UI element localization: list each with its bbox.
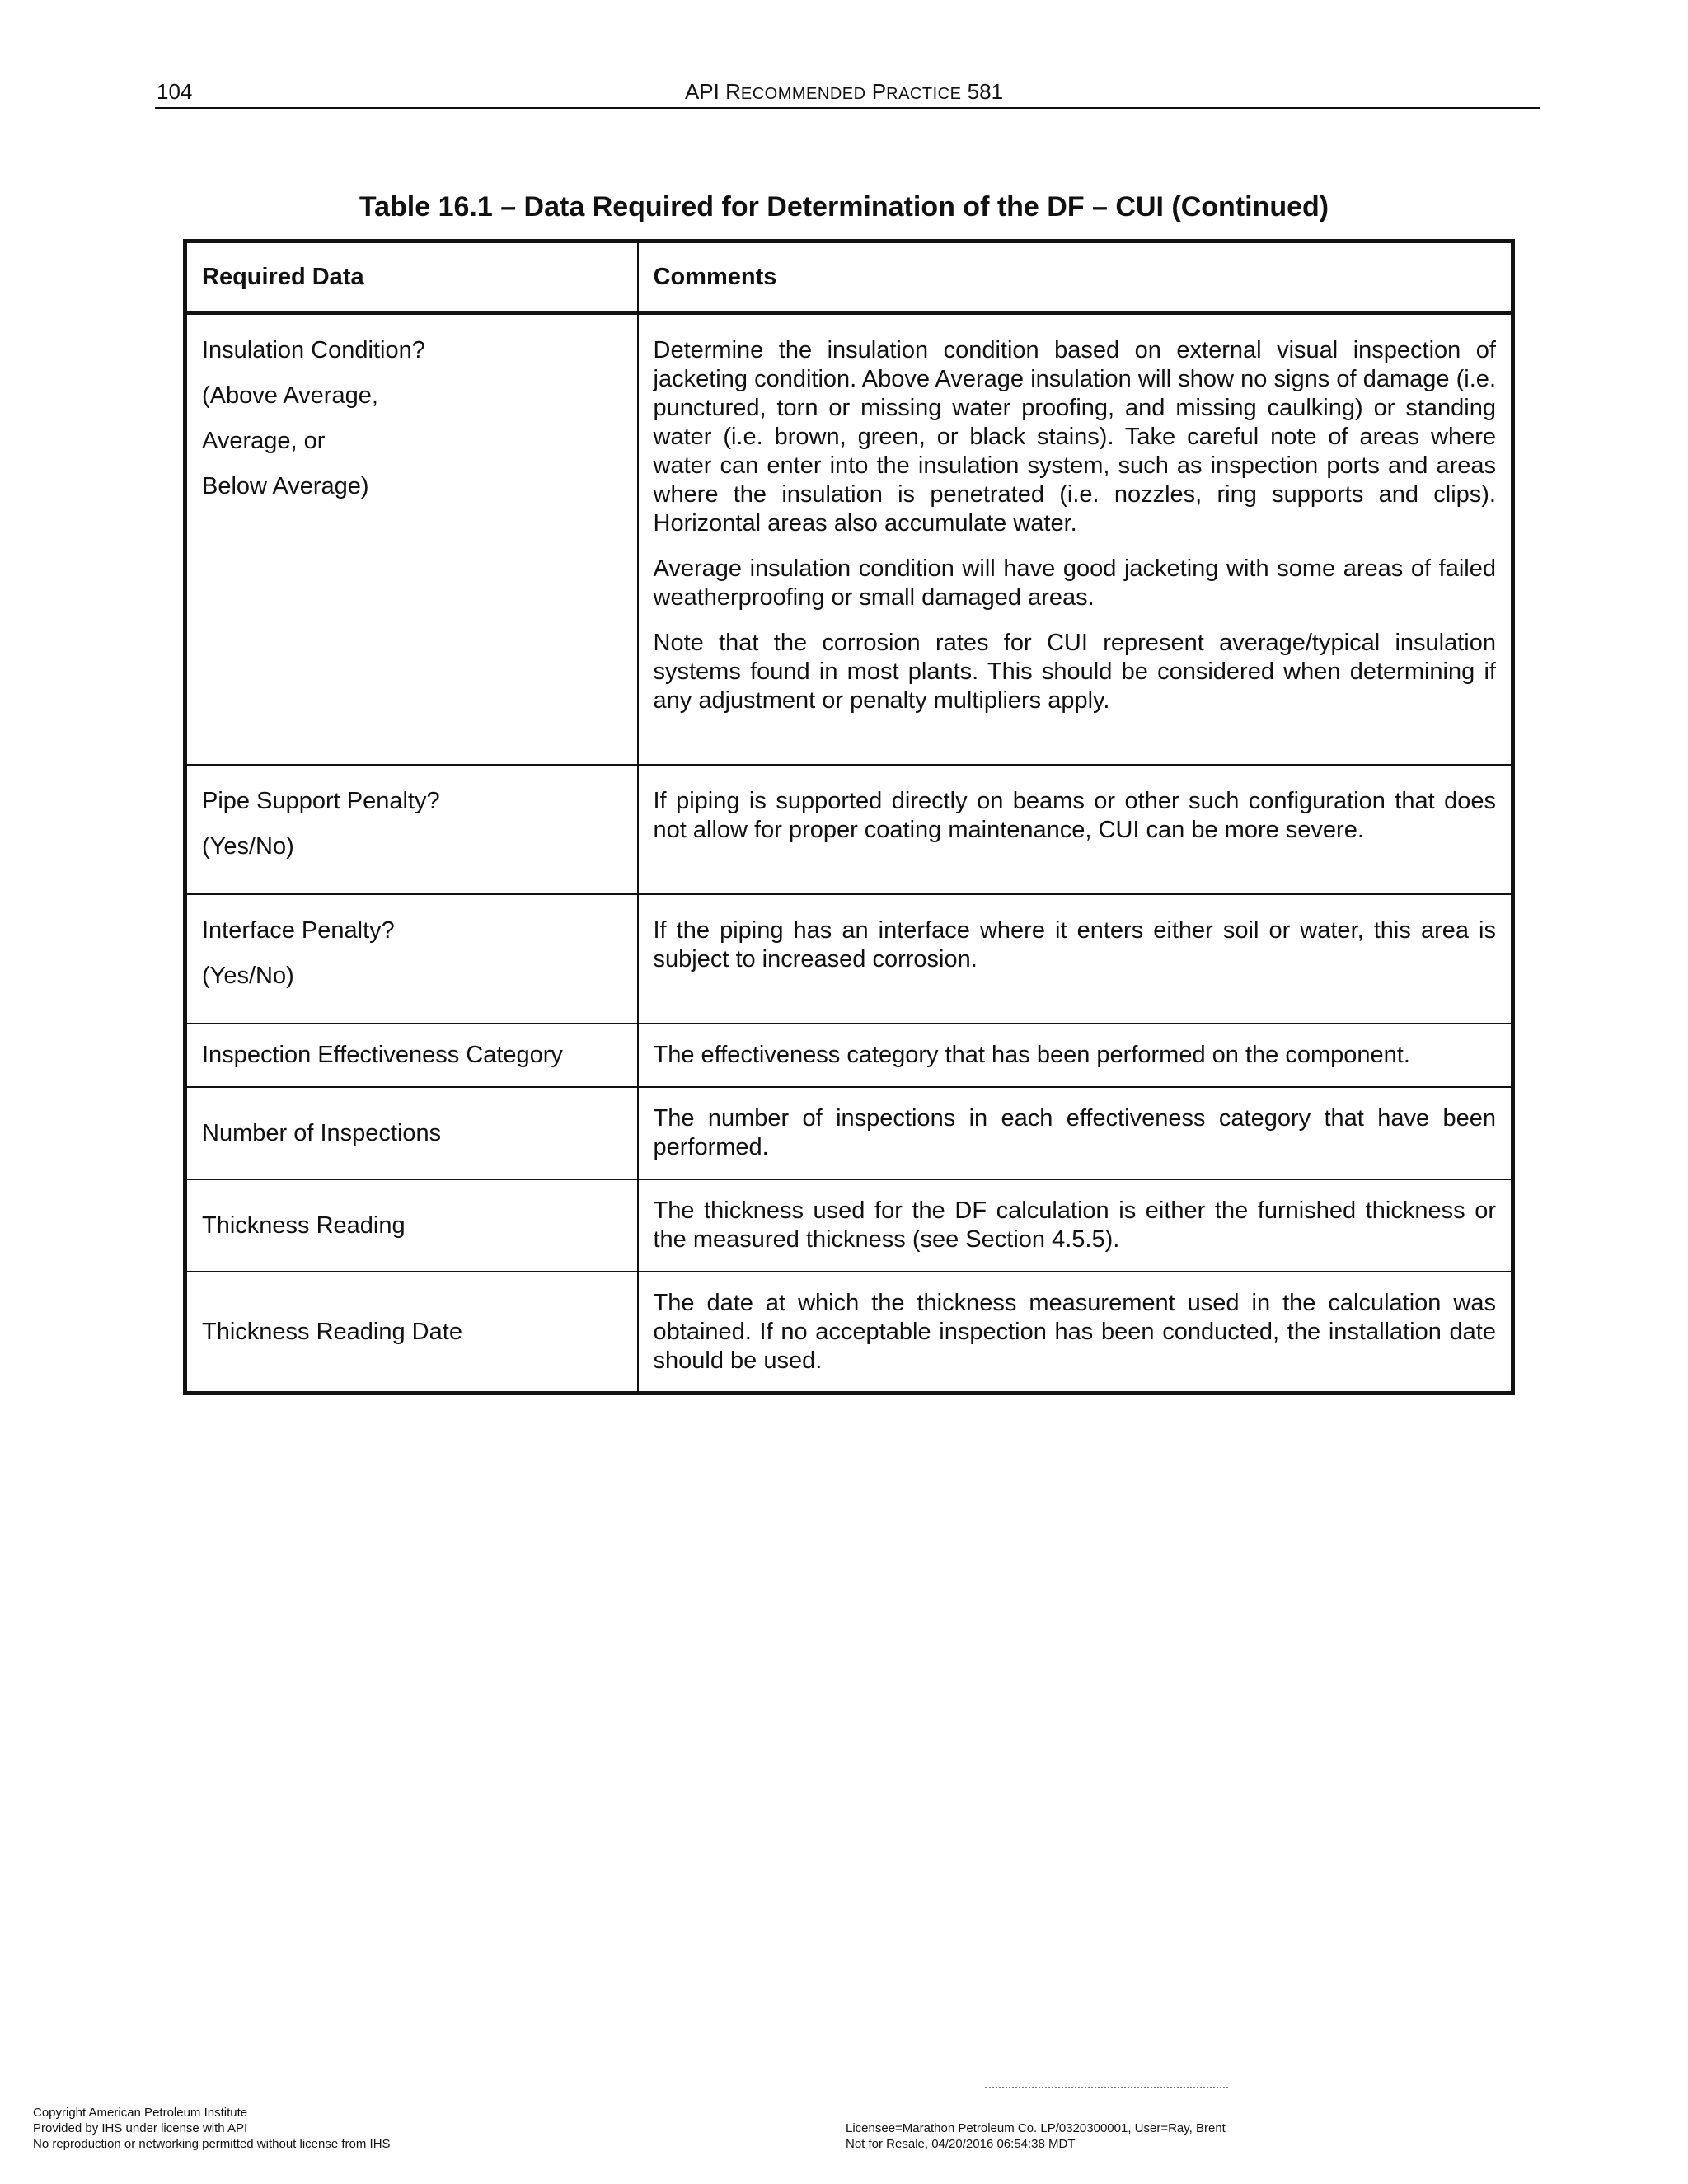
- required-data-cell: [185, 1087, 638, 1179]
- comment-paragraph: Average insulation condition will have good jacketing with some areas of failed weatherproofing or small damaged areas.: [653, 555, 1496, 611]
- comment-paragraph: Determine the insulation condition based on external visual inspection of jacketing condition. Above Average insulation will show no signs of damage (i.e. punctured, torn or missing water proofing, and missing caulking) or standing water (i.e. brown, green, or black stains). Take careful note of areas where water can enter into the insulation system, such as inspection ports and areas where the insulation is penetrated (i.e. nozzles, ring supports and clips). Horizontal areas also accumulate water.: [653, 337, 1496, 537]
- required-data-line: Below Average): [202, 473, 369, 499]
- required-data-line: Interface Penalty?: [202, 917, 395, 944]
- page-number: 104: [157, 79, 193, 104]
- comments-cell: [638, 1087, 1513, 1179]
- comments-cell: [638, 765, 1513, 894]
- footer-line: Copyright American Petroleum Institute: [33, 2106, 248, 2120]
- required-data-cell: [185, 313, 638, 766]
- comment-paragraph: Note that the corrosion rates for CUI represent average/typical insulation systems found in most plants. This should be considered when determining if any adjustment or penalty multipliers apply.: [653, 630, 1496, 714]
- comments-cell: [638, 313, 1513, 766]
- required-data-cell: [185, 1179, 638, 1272]
- table-row-inspection-effectiveness: [185, 1024, 1513, 1087]
- table-row-number-of-inspections: [185, 1087, 1513, 1179]
- required-data-line: Pipe Support Penalty?: [202, 788, 440, 814]
- footer-line: Licensee=Marathon Petroleum Co. LP/0320300001, User=Ray, Brent: [846, 2121, 1226, 2135]
- column-header-comments: Comments: [638, 241, 1513, 313]
- table-row-pipe-support-penalty: [185, 765, 1513, 894]
- running-header-smallcaps-2: RACTICE: [886, 85, 962, 103]
- comment-paragraph: The effectiveness category that has been performed on the component.: [653, 1042, 1410, 1068]
- footer-line: Provided by IHS under license with API: [33, 2121, 248, 2135]
- header-rule: [155, 107, 1540, 109]
- comments-cell: [638, 1272, 1513, 1394]
- table-header-row: [185, 241, 1513, 313]
- required-data-cell: [185, 1272, 638, 1394]
- required-data-line: Inspection Effectiveness Category: [202, 1042, 563, 1068]
- column-header-required-data: Required Data: [185, 241, 638, 313]
- required-data-line: (Yes/No): [202, 833, 294, 860]
- table-row-interface-penalty: [185, 894, 1513, 1024]
- table-title: Table 16.1 – Data Required for Determination of the DF – CUI (Continued): [359, 191, 1329, 223]
- comment-paragraph: If piping is supported directly on beams or other such configuration that does not allow for proper coating maintenance, CUI can be more severe.: [653, 788, 1496, 843]
- running-header-suffix: 581: [961, 79, 1004, 104]
- footer-line: Not for Resale, 04/20/2016 06:54:38 MDT: [846, 2137, 1076, 2151]
- comment-paragraph: The number of inspections in each effectiveness category that have been performed.: [653, 1105, 1496, 1160]
- comments-cell: [638, 894, 1513, 1024]
- data-table: [183, 239, 1515, 1395]
- running-header-smallcaps-1: ECOMMENDED: [740, 85, 866, 103]
- comment-paragraph: The date at which the thickness measurement used in the calculation was obtained. If no acceptable inspection has been conducted, the installation date should be used.: [653, 1289, 1496, 1374]
- running-header-prefix: API R: [684, 79, 741, 104]
- required-data-line: Average, or: [202, 428, 326, 454]
- required-data-cell: [185, 894, 638, 1024]
- table-row-insulation-condition: [185, 313, 1513, 766]
- required-data-line: Number of Inspections: [202, 1119, 442, 1146]
- required-data-line: (Yes/No): [202, 963, 294, 989]
- footer-license: [846, 2121, 1226, 2152]
- scan-artifact: [985, 2087, 1228, 2088]
- required-data-line: Insulation Condition?: [202, 337, 425, 363]
- running-header-mid: P: [865, 79, 887, 104]
- comments-cell: [638, 1179, 1513, 1272]
- comments-cell: [638, 1024, 1513, 1087]
- required-data-line: Thickness Reading Date: [202, 1318, 462, 1345]
- comment-paragraph: The thickness used for the DF calculation is either the furnished thickness or the measured thickness (see Section 4.5.5).: [653, 1197, 1496, 1253]
- comment-paragraph: If the piping has an interface where it enters either soil or water, this area is subject to increased corrosion.: [653, 917, 1496, 972]
- required-data-line: (Above Average,: [202, 382, 378, 409]
- required-data-cell: [185, 765, 638, 894]
- footer-line: No reproduction or networking permitted without license from IHS: [33, 2137, 391, 2151]
- table-row-thickness-reading-date: [185, 1272, 1513, 1394]
- footer-copyright: [33, 2105, 391, 2152]
- required-data-cell: [185, 1024, 638, 1087]
- running-header: [0, 79, 1688, 105]
- required-data-line: Thickness Reading: [202, 1212, 406, 1239]
- table-row-thickness-reading: [185, 1179, 1513, 1272]
